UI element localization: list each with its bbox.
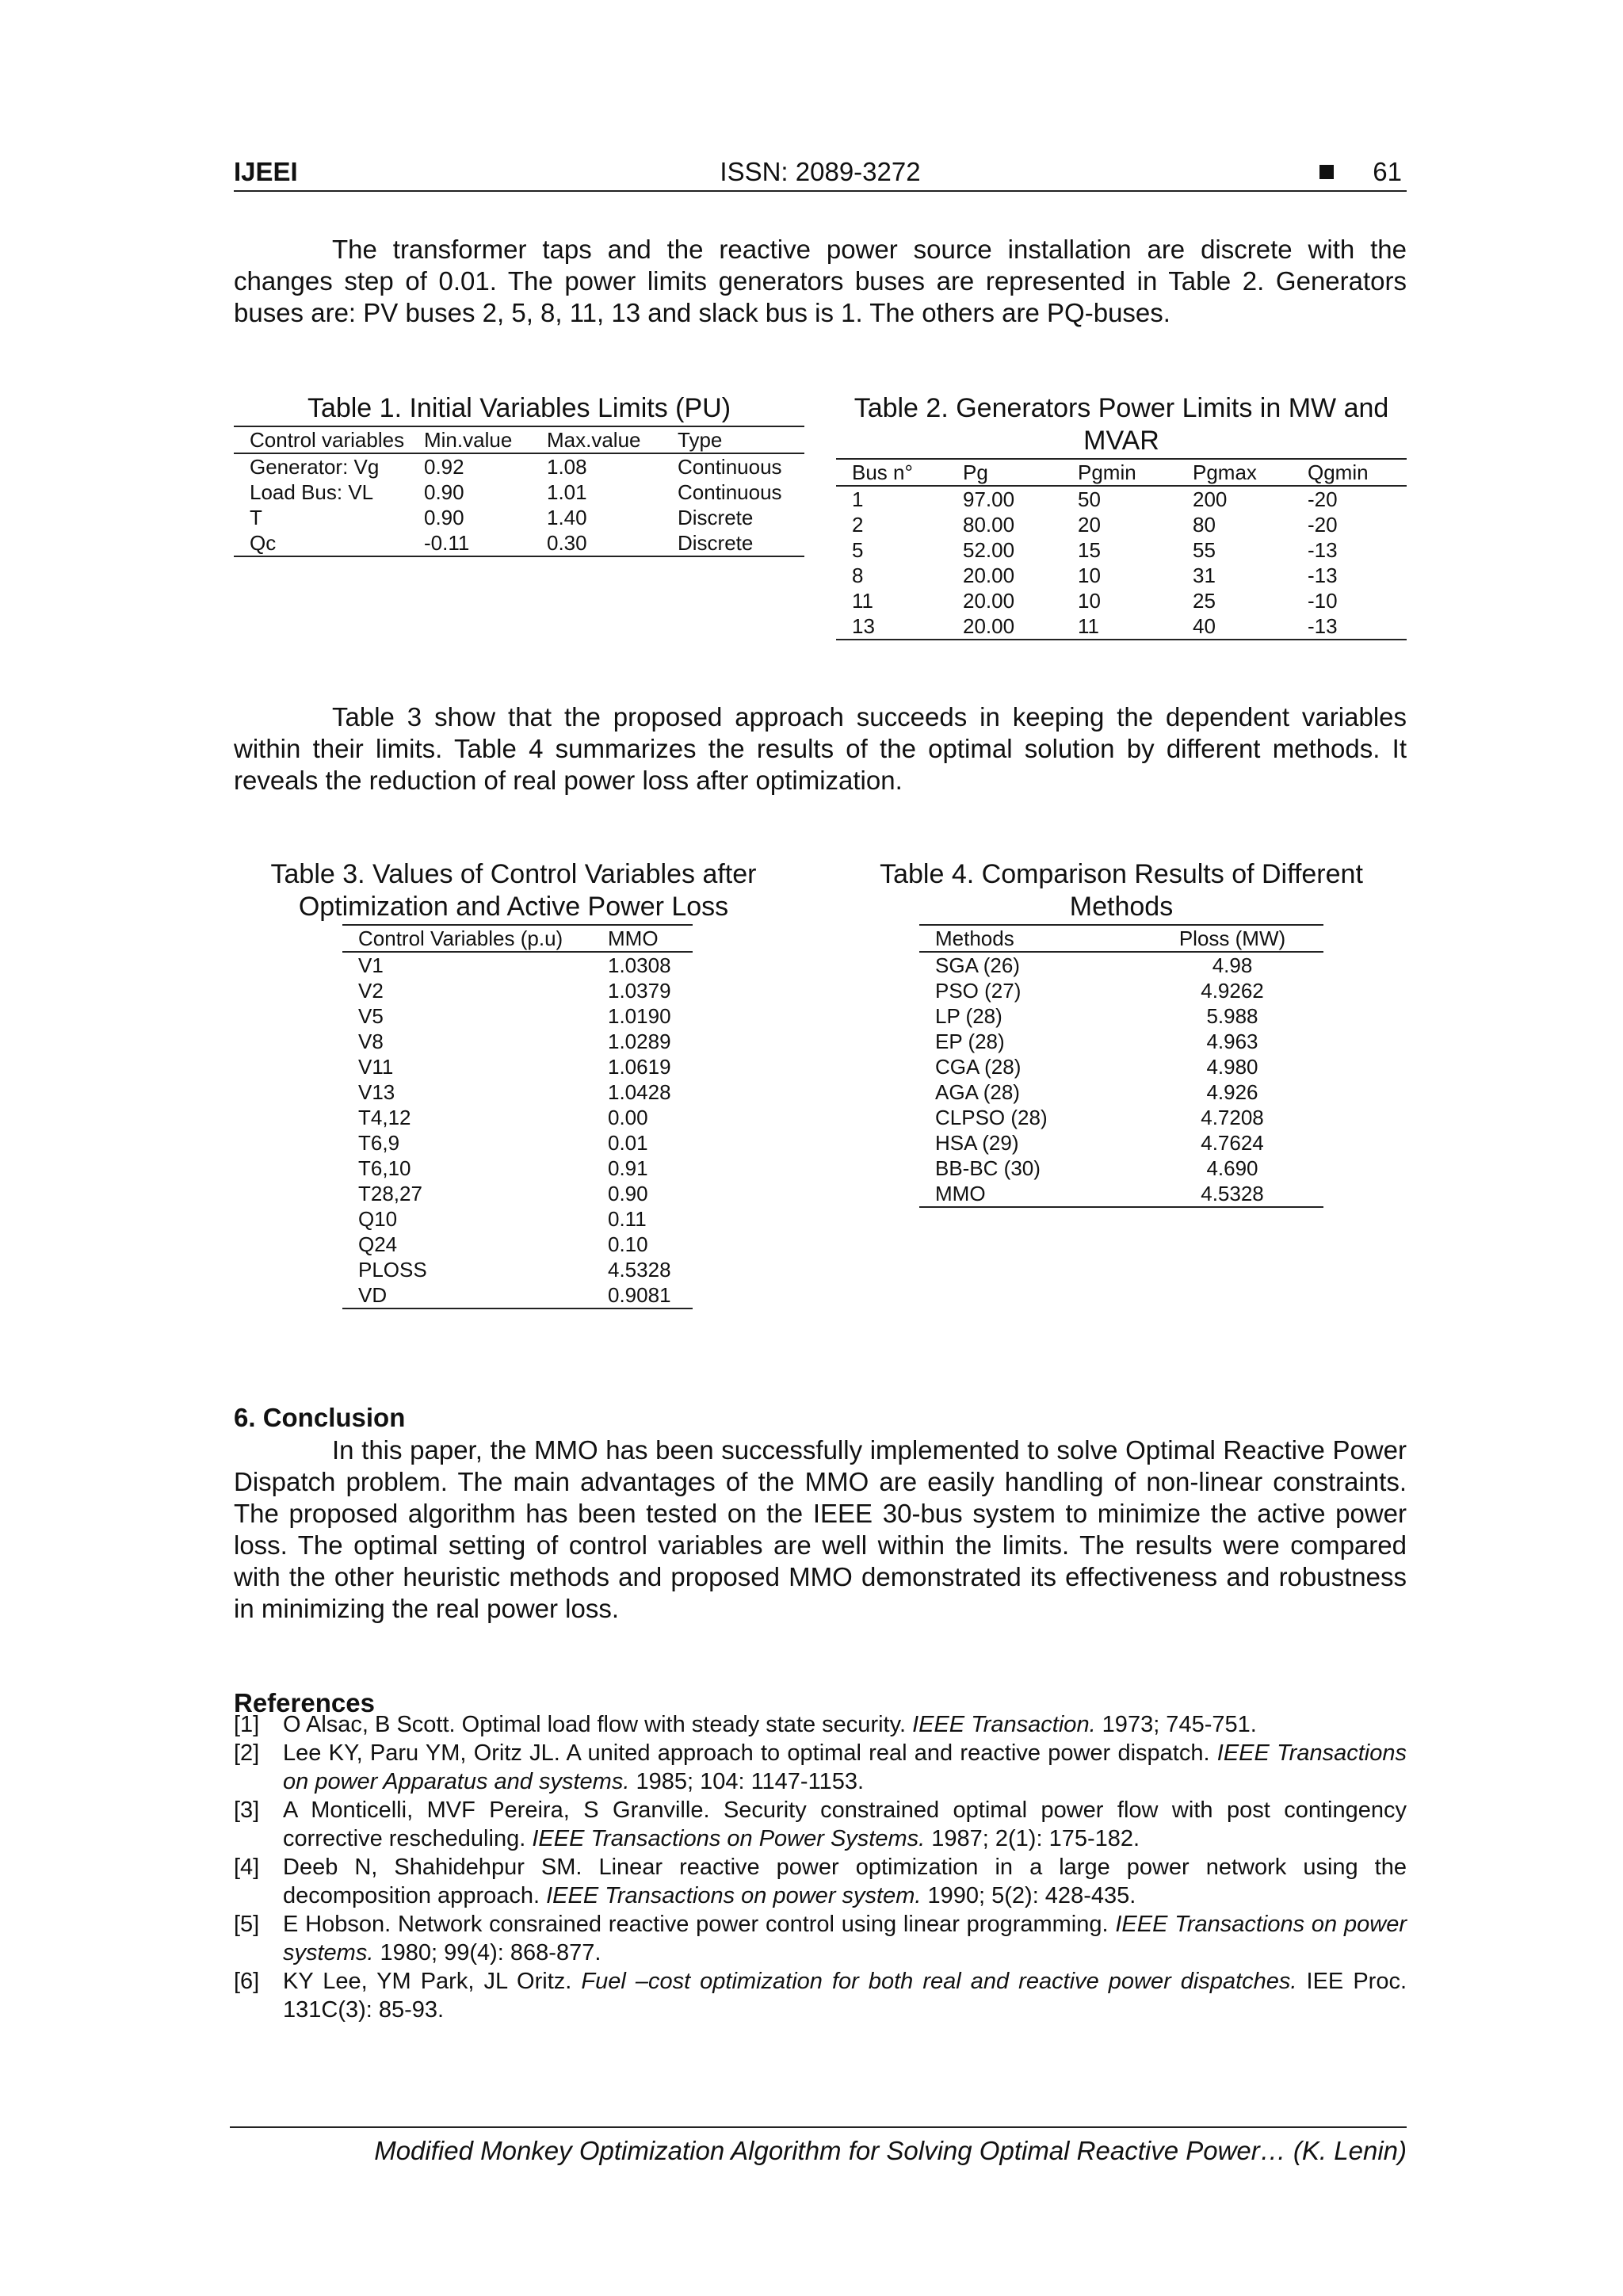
table2-header-cell: Pg <box>963 460 988 484</box>
table3-cell: 0.90 <box>608 1182 648 1205</box>
table2-cell: 20.00 <box>963 563 1015 587</box>
issn: ISSN: 2089-3272 <box>720 157 921 186</box>
table1-cell: 1.40 <box>547 506 587 529</box>
table4-cell: 4.963 <box>1206 1030 1258 1053</box>
table1-header-cell: Type <box>678 428 723 452</box>
table3-cell: Q10 <box>358 1207 398 1231</box>
table2-cell: -13 <box>1308 614 1338 638</box>
table4-cell: LP (28) <box>935 1004 1002 1028</box>
table3-cell: V13 <box>358 1080 395 1104</box>
table4-row <box>919 978 1323 1003</box>
table1-cell: Continuous <box>678 480 782 504</box>
table3-cell: V8 <box>358 1030 384 1053</box>
table1-header-cell: Control variables <box>250 428 405 452</box>
table3-cell: T28,27 <box>358 1182 422 1205</box>
table3-row <box>342 1156 693 1181</box>
references-title: References <box>234 1688 375 1717</box>
table2-cell: 25 <box>1193 589 1216 613</box>
table4-cell: PSO (27) <box>935 979 1022 1003</box>
table4-cell: 4.926 <box>1206 1080 1258 1104</box>
table4-cell: CLPSO (28) <box>935 1106 1048 1129</box>
table1-row <box>234 505 804 530</box>
table3-cell: V11 <box>358 1055 394 1079</box>
table2-row <box>836 512 1407 537</box>
table4-header-cell: Ploss (MW) <box>1178 926 1286 950</box>
table2-row <box>836 588 1407 613</box>
table4-row <box>919 1156 1323 1181</box>
reference-text: A Monticelli, MVF Pereira, S Granville. Security constrained optimal power flow with post contingency corrective rescheduling. IEEE Transactions on Power Systems. 1987; 2(1): 175-182. <box>283 1797 1407 1851</box>
table3-row <box>342 1282 693 1308</box>
table1-cell: Load Bus: VL <box>250 480 374 504</box>
table3-cell: 0.01 <box>608 1131 648 1155</box>
table4-cell: 4.98 <box>1212 953 1253 977</box>
table2-cell: 10 <box>1078 589 1101 613</box>
page-footer <box>230 2126 1407 2165</box>
middle-paragraph: Table 3 show that the proposed approach succeeds in keeping the dependent variables within their limits. Table 4 summarizes the results of the optimal solution by different methods. It reveals the reduction of real power loss after optimization. <box>234 702 1407 795</box>
reference-text: Lee KY, Paru YM, Oritz JL. A united approach to optimal real and reactive power dispatch. IEEE Transactions on power Apparatus and systems. 1985; 104: 1147-1153. <box>283 1740 1407 1794</box>
table3-header-cell: Control Variables (p.u) <box>358 926 563 950</box>
table3-row <box>342 1257 693 1282</box>
table4-row <box>919 952 1323 978</box>
table4-row <box>919 1079 1323 1105</box>
table2-cell: 40 <box>1193 614 1216 638</box>
table4-cell: 4.980 <box>1206 1055 1258 1079</box>
table2-cell: 55 <box>1193 538 1216 562</box>
table1-header-cell: Max.value <box>547 428 641 452</box>
table3-cell: 1.0289 <box>608 1030 671 1053</box>
table2-cell: 10 <box>1078 563 1101 587</box>
table1-cell: Continuous <box>678 455 782 479</box>
table1-cell: Qc <box>250 531 277 555</box>
table3-cell: 1.0190 <box>608 1004 671 1028</box>
page-header <box>234 155 1407 192</box>
table3-cell: 0.00 <box>608 1106 648 1129</box>
table4-row <box>919 1054 1323 1079</box>
table3-cell: 0.91 <box>608 1156 648 1180</box>
table4-cell: 4.5328 <box>1201 1182 1264 1205</box>
table3-row <box>342 1003 693 1029</box>
conclusion-paragraph: In this paper, the MMO has been successfully implemented to solve Optimal Reactive Power Dispatch problem. The main advantages of the MMO are easily handling of non-linear constraints. The proposed algorithm has been tested on the IEEE 30-bus system to minimize the active power loss. The optimal setting of control variables are well within the limits. The results were compared with the other heuristic methods and proposed MMO demonstrated its effectiveness and robustness in minimizing the real power loss. <box>234 1435 1407 1623</box>
table4-row <box>919 1130 1323 1156</box>
table4-header-cell: Methods <box>935 926 1014 950</box>
table1-caption: Table 1. Initial Variables Limits (PU) <box>307 393 731 423</box>
table2-cell: 2 <box>852 513 864 537</box>
table3-row <box>342 1206 693 1232</box>
reference-number: [4] <box>234 1855 260 1880</box>
table4-cell: MMO <box>935 1182 986 1205</box>
table3-row <box>342 1054 693 1079</box>
table4-cell: EP (28) <box>935 1030 1005 1053</box>
table4-cell: 5.988 <box>1206 1004 1258 1028</box>
table1-cell: 0.90 <box>424 506 464 529</box>
table3-cell: 0.11 <box>608 1207 647 1231</box>
page-number: 61 <box>1373 157 1402 186</box>
reference-item <box>234 1710 1407 1739</box>
table2-cell: 97.00 <box>963 487 1015 511</box>
table2-cell: 20.00 <box>963 589 1015 613</box>
footer-text: Modified Monkey Optimization Algorithm for Solving Optimal Reactive Power… (K. Lenin) <box>374 2136 1407 2165</box>
table1 <box>234 426 804 557</box>
table2-cell: 15 <box>1078 538 1101 562</box>
table3-cell: 4.5328 <box>608 1258 671 1282</box>
table4-cell: HSA (29) <box>935 1131 1019 1155</box>
table1-cell: -0.11 <box>424 531 470 555</box>
table1-header-cell: Min.value <box>424 428 513 452</box>
table2-cell: 80 <box>1193 513 1216 537</box>
table3-row <box>342 1105 693 1130</box>
table3-cell: 0.10 <box>608 1232 648 1256</box>
table2 <box>836 458 1407 640</box>
intro-paragraph: The transformer taps and the reactive power source installation are discrete with the changes step of 0.01. The power limits generators buses are represented in Table 2. Generators buses are: PV buses 2, 5, 8, 11, 13 and slack bus is 1. The others are PQ-buses. <box>234 235 1407 327</box>
reference-number: [2] <box>234 1740 260 1766</box>
table1-row <box>234 530 804 556</box>
table2-cell: -20 <box>1308 487 1338 511</box>
conclusion-title: 6. Conclusion <box>234 1403 406 1432</box>
table1-row <box>234 479 804 505</box>
journal-name: IJEEI <box>234 157 298 186</box>
table3-cell: 0.9081 <box>608 1283 671 1307</box>
square-bullet-icon <box>1319 165 1334 179</box>
table3-cell: 1.0308 <box>608 953 671 977</box>
reference-item <box>234 1910 1407 1967</box>
table4-row <box>919 1181 1323 1207</box>
table3-cell: VD <box>358 1283 388 1307</box>
reference-number: [5] <box>234 1912 260 1937</box>
reference-text: Deeb N, Shahidehpur SM. Linear reactive power optimization in a large power network using the decomposition approach. IEEE Transactions on power system. 1990; 5(2): 428-435. <box>283 1855 1407 1908</box>
table3-cell: PLOSS <box>358 1258 427 1282</box>
table4-row <box>919 1105 1323 1130</box>
reference-text: KY Lee, YM Park, JL Oritz. Fuel –cost optimization for both real and reactive power dispatches. IEE Proc. 131C(3): 85-93. <box>283 1969 1407 2023</box>
table2-header-cell: Pgmax <box>1193 460 1257 484</box>
reference-number: [3] <box>234 1797 260 1823</box>
table1-cell: T <box>250 506 262 529</box>
reference-item <box>234 1739 1407 1796</box>
table1-cell: 0.92 <box>424 455 464 479</box>
table2-header-cell: Pgmin <box>1078 460 1136 484</box>
table2-cell: -13 <box>1308 563 1338 587</box>
table1-cell: 0.30 <box>547 531 587 555</box>
table3-row <box>342 1181 693 1206</box>
table3-header-cell: MMO <box>608 926 659 950</box>
reference-text: O Alsac, B Scott. Optimal load flow with steady state security. IEEE Transaction. 1973; 745-751. <box>283 1712 1257 1737</box>
table2-header-cell: Qgmin <box>1308 460 1369 484</box>
table3-row <box>342 1130 693 1156</box>
table4-cell: 4.690 <box>1206 1156 1258 1180</box>
table4 <box>919 924 1323 1208</box>
table2-cell: 1 <box>852 487 864 511</box>
table2-cell: 80.00 <box>963 513 1015 537</box>
table2-cell: 11 <box>852 589 873 613</box>
table3-row <box>342 1029 693 1054</box>
table4-cell: 4.7208 <box>1201 1106 1264 1129</box>
table3 <box>342 924 693 1309</box>
table3-cell: V1 <box>358 953 384 977</box>
table3-cell: 1.0619 <box>608 1055 671 1079</box>
reference-item <box>234 1796 1407 1853</box>
table2-cell: 200 <box>1193 487 1228 511</box>
table2-row <box>836 563 1407 588</box>
table4-cell: 4.9262 <box>1201 979 1264 1003</box>
table3-row <box>342 1232 693 1257</box>
table3-cell: V5 <box>358 1004 384 1028</box>
table4-cell: BB-BC (30) <box>935 1156 1041 1180</box>
table3-row <box>342 978 693 1003</box>
table2-cell: 50 <box>1078 487 1101 511</box>
table2-cell: 11 <box>1078 614 1099 638</box>
table2-cell: 20 <box>1078 513 1101 537</box>
table1-cell: 1.08 <box>547 455 587 479</box>
table1-row <box>234 453 804 479</box>
table1-cell: Discrete <box>678 506 754 529</box>
table2-row <box>836 537 1407 563</box>
table2-cell: -20 <box>1308 513 1338 537</box>
reference-number: [6] <box>234 1969 260 1994</box>
table2-cell: 31 <box>1193 563 1216 587</box>
table2-cell: -13 <box>1308 538 1338 562</box>
table3-cell: T6,10 <box>358 1156 411 1180</box>
table1-cell: Generator: Vg <box>250 455 380 479</box>
table3-cell: 1.0379 <box>608 979 671 1003</box>
reference-item <box>234 1967 1407 2024</box>
table1-cell: Discrete <box>678 531 754 555</box>
table3-cell: T4,12 <box>358 1106 411 1129</box>
table3-row <box>342 952 693 978</box>
table2-caption: Table 2. Generators Power Limits in MW and MVAR <box>854 393 1389 456</box>
table2-cell: 5 <box>852 538 864 562</box>
table1-cell: 0.90 <box>424 480 464 504</box>
table3-cell: 1.0428 <box>608 1080 671 1104</box>
table4-cell: 4.7624 <box>1201 1131 1264 1155</box>
table3-cell: Q24 <box>358 1232 398 1256</box>
table4-row <box>919 1003 1323 1029</box>
table4-cell: SGA (26) <box>935 953 1020 977</box>
table2-header-cell: Bus n° <box>852 460 913 484</box>
table3-cell: V2 <box>358 979 384 1003</box>
reference-item <box>234 1853 1407 1910</box>
table1-cell: 1.01 <box>547 480 587 504</box>
reference-number: [1] <box>234 1712 260 1737</box>
table3-caption: Table 3. Values of Control Variables after Optimization and Active Power Loss <box>270 859 757 922</box>
table4-cell: AGA (28) <box>935 1080 1020 1104</box>
table2-row <box>836 613 1407 640</box>
table2-cell: 13 <box>852 614 875 638</box>
table3-cell: T6,9 <box>358 1131 400 1155</box>
table3-row <box>342 1079 693 1105</box>
references-list <box>234 1710 1407 2024</box>
table2-cell: 8 <box>852 563 864 587</box>
reference-text: E Hobson. Network consrained reactive power control using linear programming. IEEE Transactions on power systems. 1980; 99(4): 868-877. <box>283 1912 1407 1966</box>
table2-row <box>836 486 1407 512</box>
table2-cell: -10 <box>1308 589 1338 613</box>
table2-cell: 52.00 <box>963 538 1015 562</box>
table2-cell: 20.00 <box>963 614 1015 638</box>
table4-caption: Table 4. Comparison Results of Different Methods <box>880 859 1363 922</box>
table4-row <box>919 1029 1323 1054</box>
table4-cell: CGA (28) <box>935 1055 1022 1079</box>
